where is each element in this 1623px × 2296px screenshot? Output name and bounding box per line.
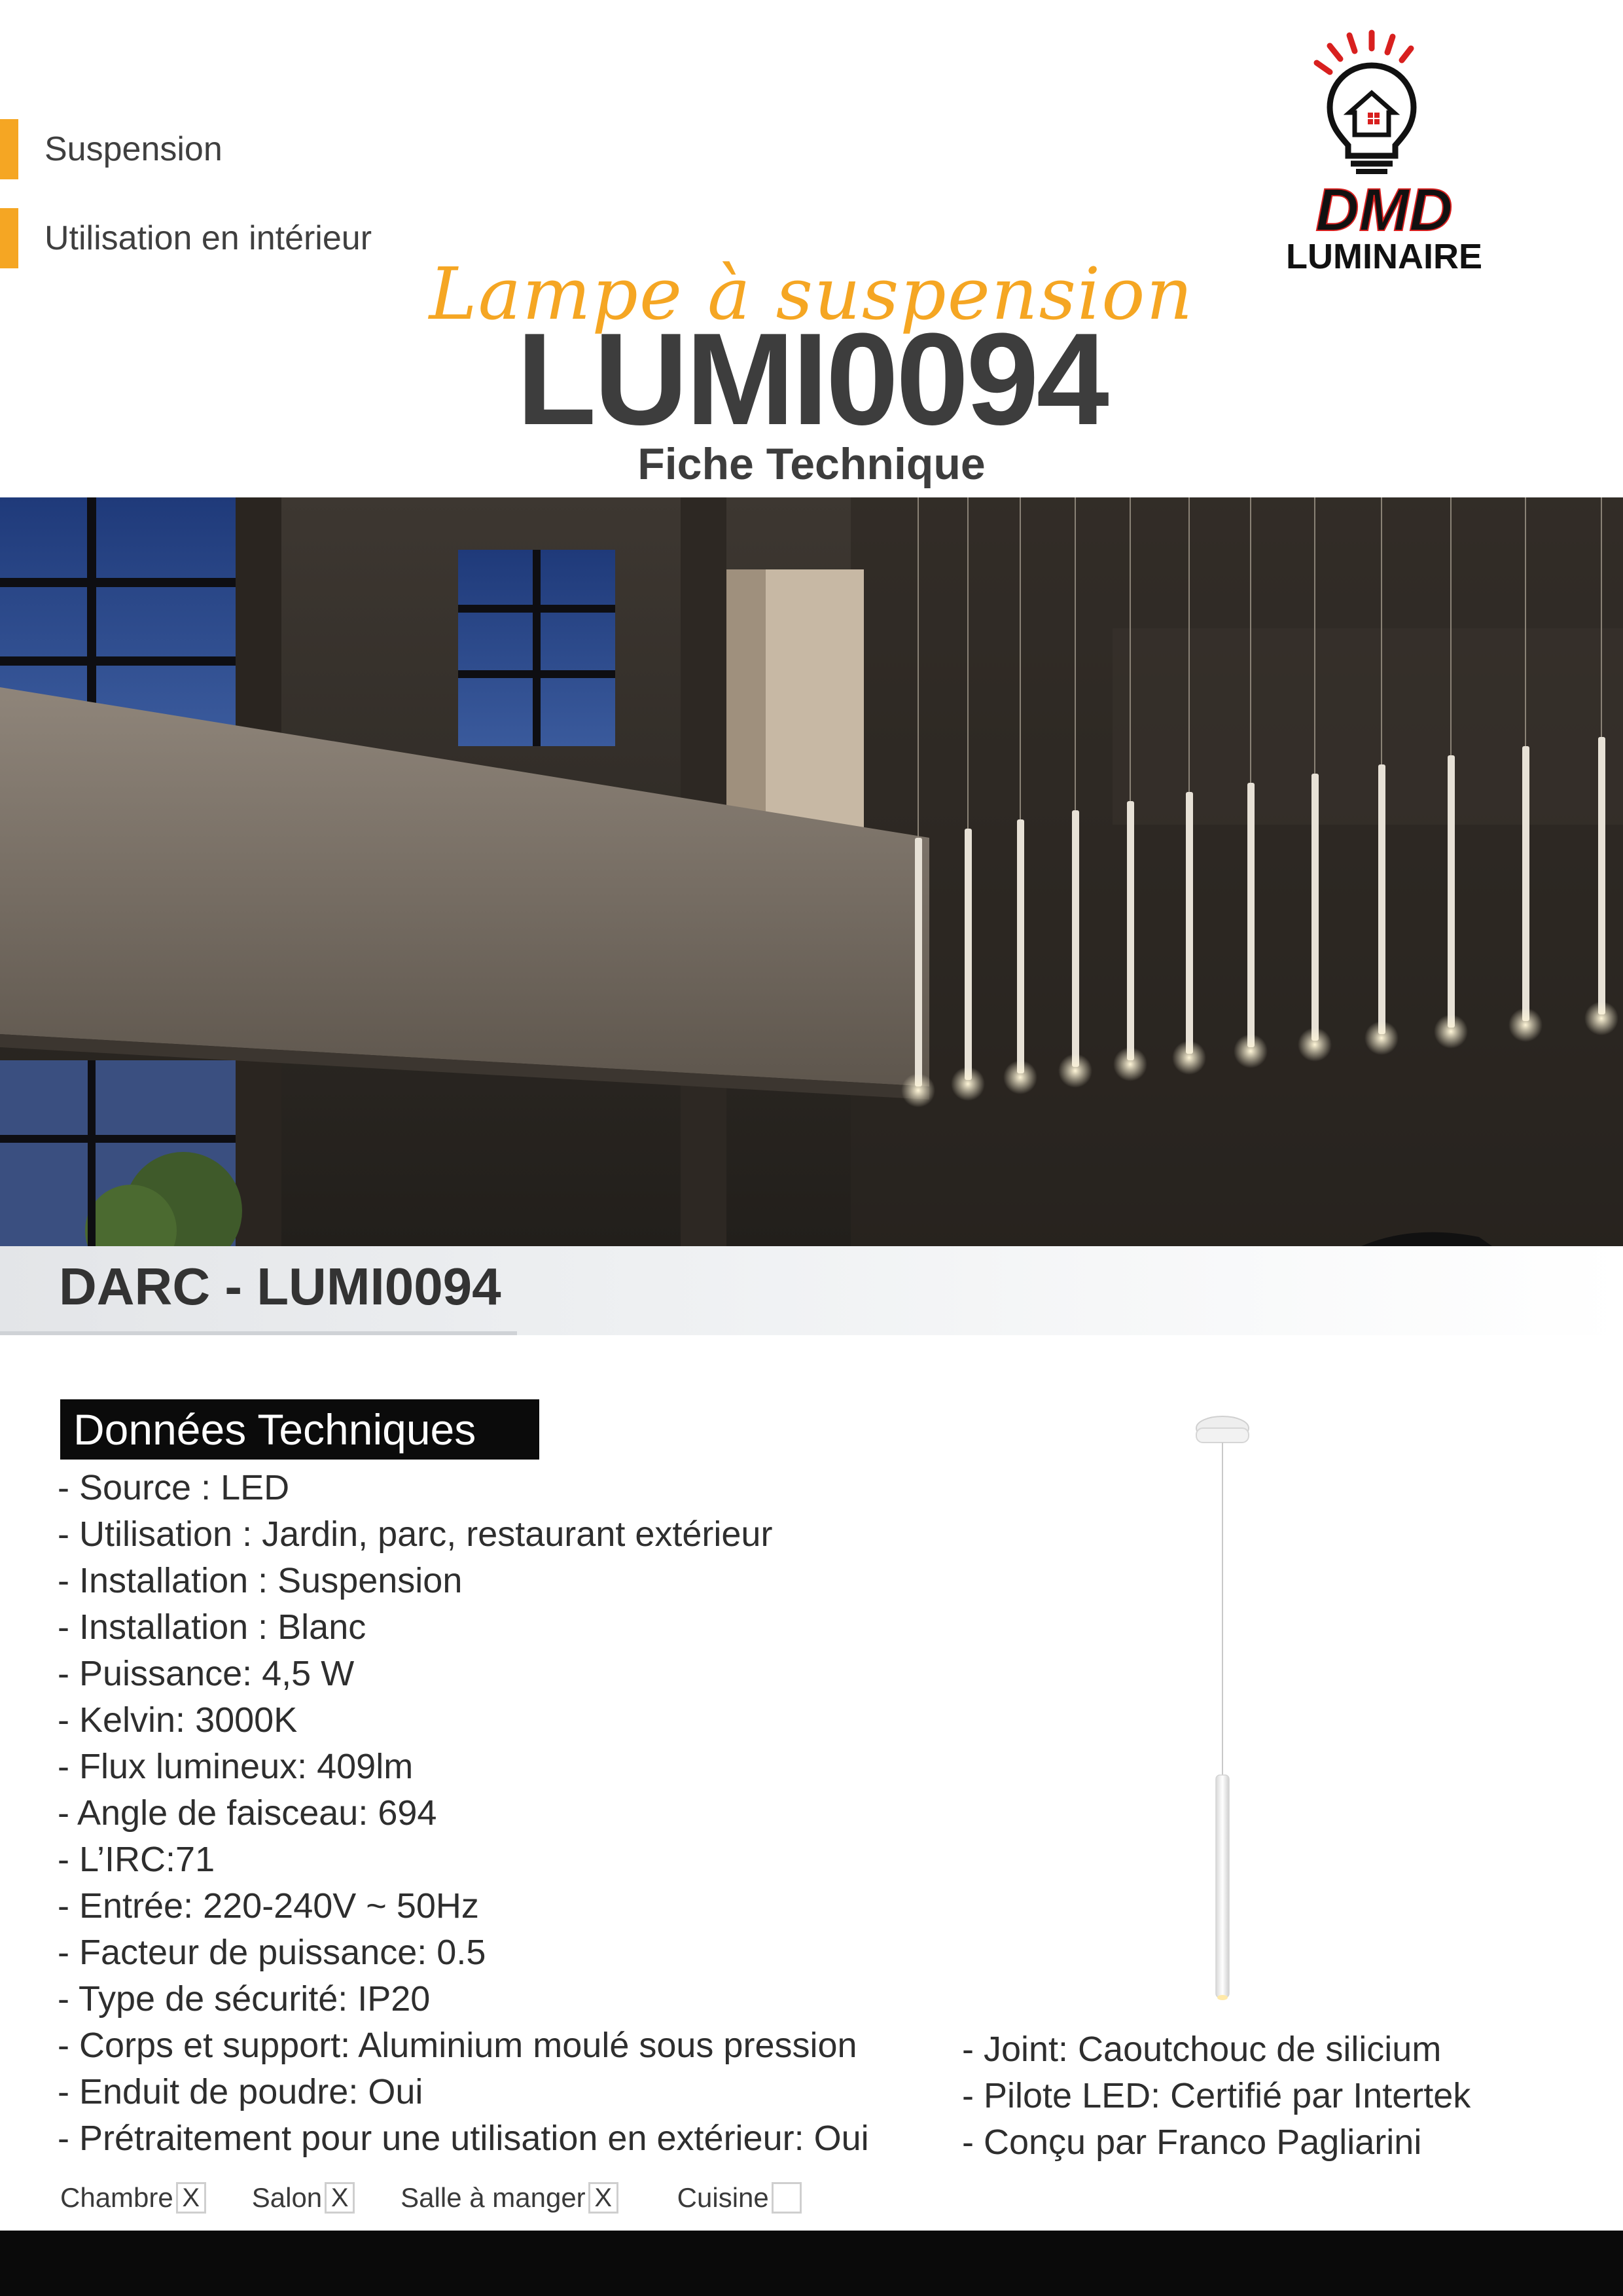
room-living xyxy=(252,2182,355,2214)
logo-word-text: LUMINAIRE xyxy=(1286,237,1482,275)
spec-item: - Entrée: 220-240V ~ 50Hz xyxy=(58,1886,479,1926)
model-title: LUMI0094 xyxy=(516,306,1107,452)
room-label: Cuisine xyxy=(677,2182,769,2213)
spec-item: - Angle de faisceau: 694 xyxy=(58,1793,437,1833)
logo-brand-text: DMD xyxy=(1315,177,1453,243)
spec-list xyxy=(58,1465,869,2162)
tech-heading: Données Techniques xyxy=(60,1399,539,1460)
spec-item: - Type de sécurité: IP20 xyxy=(58,1979,431,2018)
spec-item: - Installation : Blanc xyxy=(58,1607,366,1647)
room-checkbox: X xyxy=(588,2182,618,2214)
hero-photo xyxy=(0,497,1623,1246)
spec-item: - Conçu par Franco Pagliarini xyxy=(962,2123,1422,2162)
spec-item: - Utilisation : Jardin, parc, restaurant extérieur xyxy=(58,1515,773,1554)
script-title: Lampe à suspension xyxy=(429,252,1194,336)
spec-item: - Installation : Suspension xyxy=(58,1561,463,1600)
room-dining xyxy=(401,2182,618,2214)
section-underline xyxy=(0,1331,517,1335)
spec-item: - Kelvin: 3000K xyxy=(58,1700,298,1740)
spec-item: - Corps et support: Aluminium moulé sous pression xyxy=(58,2026,857,2065)
room-bedroom xyxy=(60,2182,206,2214)
spec-item: - Prétraitement pour une utilisation en extérieur: Oui xyxy=(58,2119,869,2158)
tag-label: Utilisation en intérieur xyxy=(45,219,372,257)
brand-logo xyxy=(1276,26,1499,275)
room-checkbox xyxy=(772,2182,802,2214)
room-kitchen xyxy=(677,2182,802,2214)
room-checkboxes xyxy=(60,2178,802,2217)
product-image xyxy=(1178,1414,1270,2016)
spec-item: - Puissance: 4,5 W xyxy=(58,1654,355,1693)
room-checkbox: X xyxy=(325,2182,355,2214)
spec-item: - Flux lumineux: 409lm xyxy=(58,1747,414,1786)
footer-bar xyxy=(0,2231,1623,2296)
bulb-house-icon xyxy=(1317,33,1414,171)
room-label: Chambre xyxy=(60,2182,173,2213)
spec-item: - Source : LED xyxy=(58,1468,290,1507)
room-label: Salon xyxy=(251,2182,323,2213)
room-label: Salle à manger xyxy=(401,2182,586,2213)
spec-item: - L’IRC:71 xyxy=(58,1840,215,1879)
tag-accent-bar xyxy=(0,119,18,179)
tag-suspension xyxy=(0,119,223,179)
room-checkbox: X xyxy=(176,2182,206,2214)
spec-item: - Facteur de puissance: 0.5 xyxy=(58,1933,486,1972)
spec-item: - Enduit de poudre: Oui xyxy=(58,2072,423,2111)
spec-list-right xyxy=(962,2026,1471,2166)
sub-title: Fiche Technique xyxy=(637,439,986,489)
section-title: DARC - LUMI0094 xyxy=(59,1257,501,1316)
tag-label: Suspension xyxy=(45,130,223,168)
spec-item: - Joint: Caoutchouc de silicium xyxy=(962,2030,1442,2069)
spec-item: - Pilote LED: Certifié par Intertek xyxy=(962,2076,1471,2115)
